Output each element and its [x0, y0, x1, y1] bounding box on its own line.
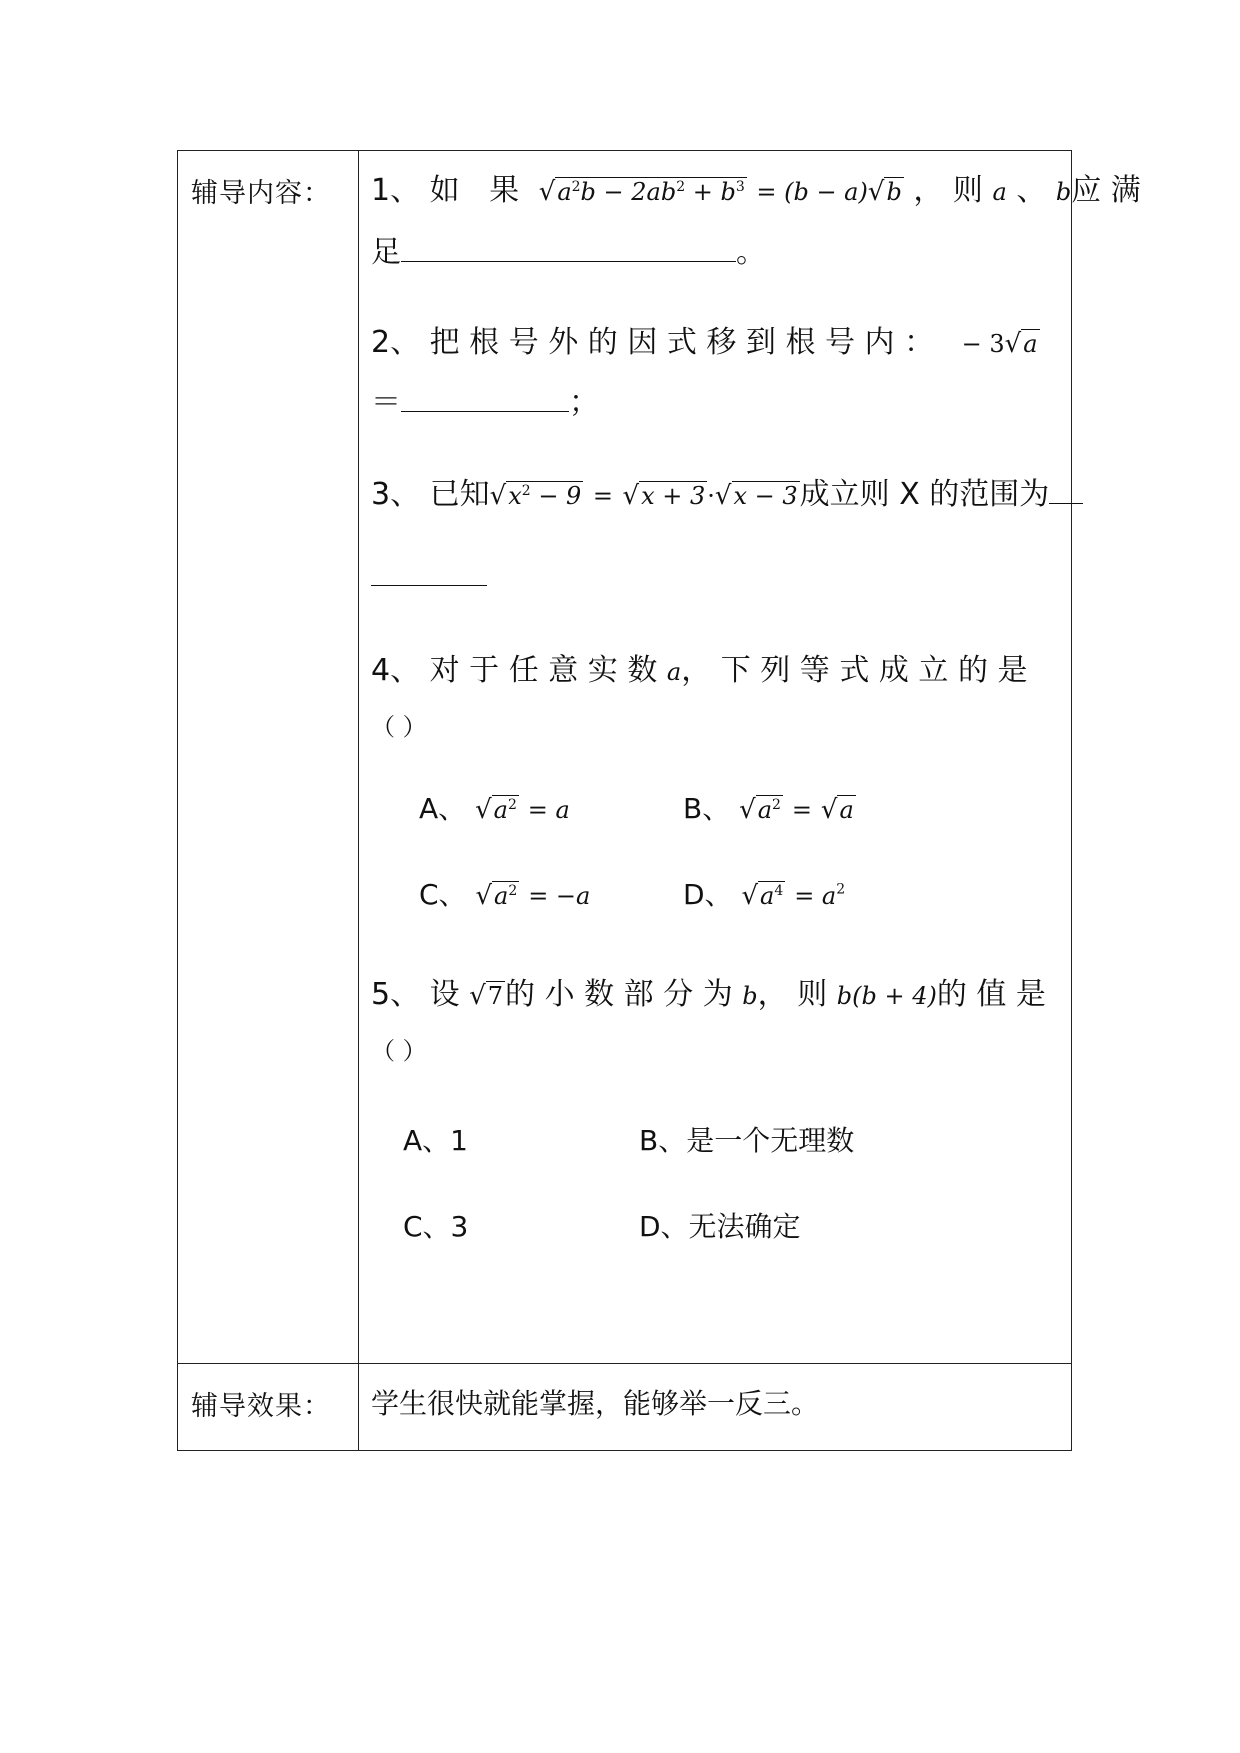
question-5-expression: b(b + 4): [836, 982, 937, 1010]
question-3-line-1: [371, 469, 1083, 513]
question-3-dot: ·: [707, 482, 715, 510]
q5-root-value: 7: [487, 982, 504, 1010]
question-4-text-2: ， 下 列 等 式 成 立 的 是: [681, 653, 1028, 688]
question-5-then: ， 则: [757, 977, 828, 1012]
question-1-root-b: √b: [867, 177, 902, 207]
question-3-radical-1: $√x^2 - 9$: [489, 481, 582, 511]
tutoring-table: [177, 150, 1141, 1451]
question-5-option-c[interactable]: C、3: [403, 1210, 469, 1243]
q3-root-3-value: x − 3: [733, 482, 798, 510]
question-5-text-2: 的 小 数 部 分 为: [505, 977, 733, 1012]
question-1-radical: $√a^2b - 2ab^2 + b^3$: [538, 177, 745, 207]
q3-term: − 9: [530, 482, 582, 510]
q1-term: b − 2ab: [580, 178, 677, 206]
content-cell: [359, 151, 1141, 1364]
q3-term: x: [508, 482, 522, 510]
question-4-answer-paren[interactable]: （ ）: [371, 713, 427, 741]
question-3-radical-3: √x − 3: [714, 481, 798, 511]
question-1-answer-blank[interactable]: [401, 231, 736, 262]
effect-row: [178, 1364, 1072, 1451]
question-3-answer-blank-a[interactable]: [1049, 473, 1083, 504]
question-5-line-1: [371, 969, 1046, 1013]
question-4-line-2: [371, 707, 427, 742]
q1-root-b-value: b: [886, 178, 902, 206]
content-label-cell: [178, 151, 359, 1364]
question-1-var-b: b: [1055, 178, 1072, 206]
question-1-satisfy: 应 满: [1071, 173, 1141, 208]
option-a-label: A、: [419, 792, 467, 825]
question-2-equals: ＝: [371, 385, 401, 420]
q2-root-value: a: [1023, 330, 1038, 358]
question-5-option-a[interactable]: A、1: [403, 1124, 468, 1157]
question-1-continuation: 足: [371, 235, 401, 270]
question-1-number: 1、: [371, 173, 421, 208]
q1-term: + b: [685, 178, 736, 206]
question-1-sep: 、: [1016, 173, 1047, 208]
option-c-label: C、: [419, 878, 467, 911]
question-4-option-d[interactable]: D、 $√a^4 = a^2$: [683, 878, 846, 911]
question-4-option-a[interactable]: [419, 787, 570, 827]
option-d-radical: $√a^4$: [741, 881, 784, 911]
question-4-option-c[interactable]: [419, 873, 590, 913]
question-1-var-a: a: [992, 178, 1007, 206]
option-a-radical: $√a^2$: [475, 795, 517, 825]
question-1-text: 如 果: [429, 173, 530, 208]
option-a-rhs: = a: [527, 796, 570, 824]
question-2-text: 把 根 号 外 的 因 式 移 到 根 号 内 ：: [429, 325, 935, 360]
question-3-answer-blank-b[interactable]: [371, 555, 487, 586]
option-c-rhs: = −a: [528, 882, 591, 910]
q1-term: a: [557, 178, 572, 206]
question-5-option-b[interactable]: B、是一个无理数: [639, 1124, 855, 1157]
question-5-radical: √7: [469, 981, 504, 1011]
option-b-equals: =: [791, 796, 812, 824]
question-1-line-1: [371, 165, 1141, 209]
effect-cell: [359, 1364, 1072, 1451]
question-2-radical: √a: [1004, 329, 1038, 359]
question-2-end: ；: [569, 385, 599, 420]
option-d-rhs: = a: [794, 882, 837, 910]
question-5-text-3: 的 值 是: [936, 977, 1046, 1012]
option-b-label: B、: [683, 792, 731, 825]
q3-root-2-value: x + 3: [641, 482, 706, 510]
question-1-end: 。: [736, 235, 766, 270]
effect-label-cell: [178, 1364, 359, 1451]
option-b-radical-1: $√a^2$: [739, 795, 781, 825]
effect-label: 辅导效果：: [191, 1391, 331, 1422]
question-5-number: 5、: [371, 977, 421, 1012]
question-3-radical-2: √x + 3: [622, 481, 706, 511]
question-2-coefficient: − 3: [961, 330, 1005, 358]
question-3-range-text: 成立则 X 的范围为: [799, 477, 1050, 512]
question-2-line-1: [371, 317, 1040, 361]
question-1-then: ， 则: [913, 173, 983, 208]
option-d-label: D、: [683, 878, 733, 911]
option-b-radical-2: √a: [820, 795, 854, 825]
question-5-option-d[interactable]: D、无法确定: [639, 1210, 801, 1243]
question-3-text: 已知: [429, 477, 490, 512]
question-1-line-2: [371, 227, 766, 271]
content-row: [178, 151, 1072, 1364]
question-3-number: 3、: [371, 477, 421, 512]
question-2-answer-blank[interactable]: [401, 381, 569, 412]
question-5-answer-paren[interactable]: （ ）: [371, 1037, 427, 1065]
question-5-var-b: b: [742, 982, 758, 1010]
question-4-line-1: [371, 645, 1027, 689]
question-3-line-2: [371, 555, 487, 594]
question-2-line-2: [371, 377, 599, 421]
effect-text: 学生很快就能掌握，能够举一反三。: [371, 1387, 820, 1420]
question-2-number: 2、: [371, 325, 421, 360]
content-label: 辅导内容：: [191, 178, 331, 209]
question-3-equals: =: [592, 482, 613, 510]
question-1-rhs: = (b − a): [756, 178, 868, 206]
option-c-radical: $√a^2$: [475, 881, 518, 911]
question-4-option-b[interactable]: [683, 787, 856, 827]
question-4-number: 4、: [371, 653, 421, 688]
question-5-line-2: [371, 1031, 427, 1066]
question-5-text: 设: [429, 977, 460, 1012]
question-4-text: 对 于 任 意 实 数: [429, 653, 658, 688]
question-4-var-a: a: [666, 658, 682, 686]
